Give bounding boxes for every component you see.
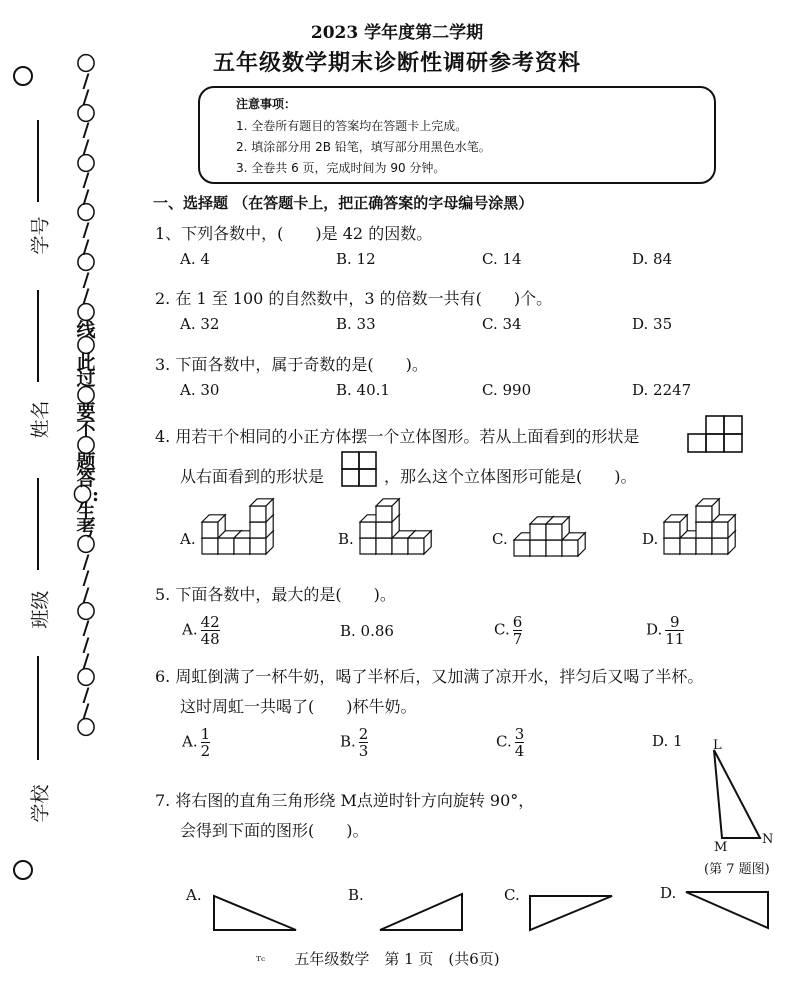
option: B. 33 bbox=[336, 315, 376, 333]
class-line bbox=[37, 478, 39, 570]
cube-figure-b bbox=[358, 496, 438, 558]
cube-figure-d bbox=[662, 496, 742, 558]
option: D. 1 bbox=[652, 732, 683, 750]
binding-line-glyph: / bbox=[82, 700, 90, 723]
option bbox=[182, 614, 220, 647]
page-footer: 五年级数学 第 1 页 (共6页) bbox=[294, 950, 500, 968]
binding-line-glyph: / bbox=[82, 633, 90, 656]
binding-line-glyph: 〇 bbox=[76, 716, 96, 739]
binding-line-glyph: / bbox=[82, 218, 90, 241]
binding-line-glyph: 答 bbox=[76, 467, 96, 490]
question-6-line2: 这时周虹一共喝了( )杯牛奶。 bbox=[180, 697, 417, 716]
option: A. bbox=[186, 886, 202, 904]
option-label: D. bbox=[646, 620, 663, 639]
notice-item: 2. 填涂部分用 2B 铅笔，填写部分用黑色水笔。 bbox=[236, 140, 491, 154]
name-line bbox=[37, 290, 39, 382]
denominator: 4 bbox=[514, 742, 525, 760]
triangle-option-d bbox=[682, 888, 782, 938]
option bbox=[494, 614, 522, 647]
section-title: 一、选择题 （在答题卡上，把正确答案的字母编号涂黑） bbox=[153, 194, 534, 212]
question-2: 2. 在 1 至 100 的自然数中，3 的倍数一共有( )个。 bbox=[155, 289, 553, 308]
binding-line-glyph: 〇 bbox=[76, 434, 96, 457]
option: B. bbox=[348, 886, 364, 904]
option: A. bbox=[180, 530, 196, 548]
option: D. bbox=[642, 530, 659, 548]
binding-line-glyph: / bbox=[82, 185, 90, 208]
option: A. 32 bbox=[180, 315, 220, 333]
question-3: 3. 下面各数中，属于奇数的是( )。 bbox=[155, 355, 428, 374]
numerator: 9 bbox=[670, 613, 680, 631]
option: A. 4 bbox=[180, 250, 210, 268]
option bbox=[182, 726, 210, 759]
option bbox=[496, 726, 524, 759]
binding-line-glyph: / bbox=[82, 235, 90, 258]
question-5: 5. 下面各数中，最大的是( )。 bbox=[155, 585, 396, 604]
cube bbox=[376, 499, 399, 522]
binding-line-glyph: 考 bbox=[76, 517, 96, 540]
vertex-label-n: N bbox=[762, 832, 774, 847]
binding-line-glyph: 线 bbox=[76, 318, 96, 341]
binding-line-glyph: 〇 bbox=[76, 600, 96, 623]
binding-line-glyph: / bbox=[82, 119, 90, 142]
question-4-line2-end: ，那么这个立体图形可能是( )。 bbox=[384, 467, 637, 486]
binding-line-glyph: / bbox=[82, 550, 90, 573]
fraction bbox=[201, 614, 220, 647]
fraction bbox=[513, 614, 523, 647]
triangle-option-b bbox=[372, 890, 472, 940]
option-label: C. bbox=[494, 620, 510, 639]
binding-line-glyph: / bbox=[82, 268, 90, 291]
triangle-option-c bbox=[526, 890, 626, 940]
option: D. bbox=[660, 884, 677, 902]
question-4: 4. 用若干个相同的小正方体摆一个立体图形。若从上面看到的形状是 bbox=[155, 427, 640, 446]
option: C. bbox=[504, 886, 520, 904]
footer-mark: ᵀᶜ bbox=[256, 954, 266, 968]
right-view-figure bbox=[342, 452, 378, 488]
binding-hole-bottom bbox=[13, 860, 33, 880]
denominator: 11 bbox=[665, 630, 685, 648]
numerator: 1 bbox=[200, 725, 211, 743]
fraction bbox=[665, 614, 684, 647]
question-6: 6. 周虹倒满了一杯牛奶，喝了半杯后，又加满了凉开水，拌匀后又喝了半杯。 bbox=[155, 667, 704, 686]
option: A. 30 bbox=[180, 381, 220, 399]
option: C. 990 bbox=[482, 381, 532, 399]
notice-item: 1. 全卷所有题目的答案均在答题卡上完成。 bbox=[236, 119, 468, 133]
binding-line-glyph: / bbox=[82, 650, 90, 673]
notice-title: 注意事项： bbox=[236, 97, 297, 111]
vertex-label-m: M bbox=[714, 840, 728, 855]
cube bbox=[664, 515, 687, 538]
denominator: 7 bbox=[512, 630, 523, 648]
term-heading: 2023 学年度第二学期 bbox=[310, 23, 484, 43]
school-label: 学校 bbox=[29, 784, 52, 823]
top-view-figure bbox=[688, 414, 744, 454]
binding-line-glyph: 题 bbox=[76, 451, 96, 474]
question-7-line2: 会得到下面的图形( )。 bbox=[180, 821, 369, 840]
denominator: 48 bbox=[200, 630, 220, 648]
option: B. bbox=[338, 530, 354, 548]
binding-line-glyph: 生 bbox=[76, 501, 96, 524]
binding-line-glyph: 此 bbox=[76, 351, 96, 374]
option: C. 34 bbox=[482, 315, 522, 333]
fraction bbox=[359, 726, 369, 759]
option-label: A. bbox=[182, 620, 198, 639]
notice-item: 3. 全卷共 6 页，完成时间为 90 分钟。 bbox=[236, 161, 446, 175]
binding-line-glyph: / bbox=[82, 86, 90, 109]
binding-line-glyph: / bbox=[82, 683, 90, 706]
denominator: 3 bbox=[358, 742, 369, 760]
cube bbox=[696, 499, 719, 522]
binding-line bbox=[54, 53, 118, 739]
binding-line-glyph: 〇: bbox=[72, 484, 99, 507]
cube bbox=[202, 515, 225, 538]
option: B. 40.1 bbox=[336, 381, 390, 399]
binding-line-glyph: 〇 bbox=[76, 534, 96, 557]
question-7: 7. 将右图的直角三角形绕 M点逆时针方向旋转 90°， bbox=[155, 791, 535, 810]
cube-figure-a bbox=[200, 488, 280, 558]
vertex-label-l: L bbox=[713, 738, 722, 753]
figure-caption: (第 7 题图) bbox=[704, 862, 770, 877]
student-id-line bbox=[37, 120, 39, 202]
option bbox=[646, 614, 684, 647]
option-label: C. bbox=[496, 732, 512, 751]
question-4-line2: 从右面看到的形状是 bbox=[180, 467, 325, 486]
fraction bbox=[201, 726, 211, 759]
binding-line-glyph: 〇 bbox=[76, 202, 96, 225]
cube bbox=[546, 517, 569, 540]
question-1: 1、下列各数中，( )是 42 的因数。 bbox=[155, 224, 433, 243]
option-label: A. bbox=[182, 732, 198, 751]
binding-line-glyph: 不 bbox=[76, 418, 96, 441]
binding-line-glyph: 〇 bbox=[76, 152, 96, 175]
numerator: 2 bbox=[358, 725, 369, 743]
option: D. 2247 bbox=[632, 381, 692, 399]
binding-line-glyph: / bbox=[82, 69, 90, 92]
notice-box bbox=[198, 86, 716, 184]
binding-line-glyph: 〇 bbox=[76, 53, 96, 75]
school-line bbox=[37, 656, 39, 760]
denominator: 2 bbox=[200, 742, 211, 760]
binding-line-glyph: / bbox=[82, 135, 90, 158]
cube bbox=[408, 531, 431, 554]
class-label: 班级 bbox=[29, 590, 52, 629]
numerator: 3 bbox=[514, 725, 525, 743]
name-label: 姓名 bbox=[29, 400, 52, 439]
option: B. 0.86 bbox=[340, 622, 394, 640]
binding-line-glyph: 〇 bbox=[76, 335, 96, 358]
student-id-label: 学号 bbox=[29, 216, 52, 255]
option bbox=[340, 726, 368, 759]
binding-line-glyph: / bbox=[82, 617, 90, 640]
cube bbox=[250, 499, 273, 522]
binding-line-glyph: 〇 bbox=[76, 252, 96, 275]
option: B. 12 bbox=[336, 250, 376, 268]
binding-line-glyph: 要 bbox=[76, 401, 96, 424]
binding-line-glyph: 〇 bbox=[76, 102, 96, 125]
option: C. 14 bbox=[482, 250, 522, 268]
triangle-option-a bbox=[208, 890, 308, 940]
binding-line-glyph: 〇 bbox=[76, 384, 96, 407]
option: C. bbox=[492, 530, 508, 548]
binding-line-glyph: 〇 bbox=[76, 666, 96, 689]
option: D. 84 bbox=[632, 250, 673, 268]
binding-line-glyph: / bbox=[82, 285, 90, 308]
fraction bbox=[515, 726, 525, 759]
binding-line-glyph: 〇 bbox=[76, 301, 96, 324]
binding-line-glyph: / bbox=[82, 584, 90, 606]
binding-line-glyph: / bbox=[82, 169, 90, 192]
binding-line-glyph: 过 bbox=[76, 368, 96, 391]
page-title: 五年级数学期末诊断性调研参考资料 bbox=[212, 50, 581, 76]
option-label: B. bbox=[340, 732, 356, 751]
cube-figure-c bbox=[512, 500, 602, 558]
binding-line-glyph: / bbox=[82, 567, 90, 590]
option: D. 35 bbox=[632, 315, 673, 333]
numerator: 42 bbox=[200, 613, 220, 631]
numerator: 6 bbox=[512, 613, 523, 631]
